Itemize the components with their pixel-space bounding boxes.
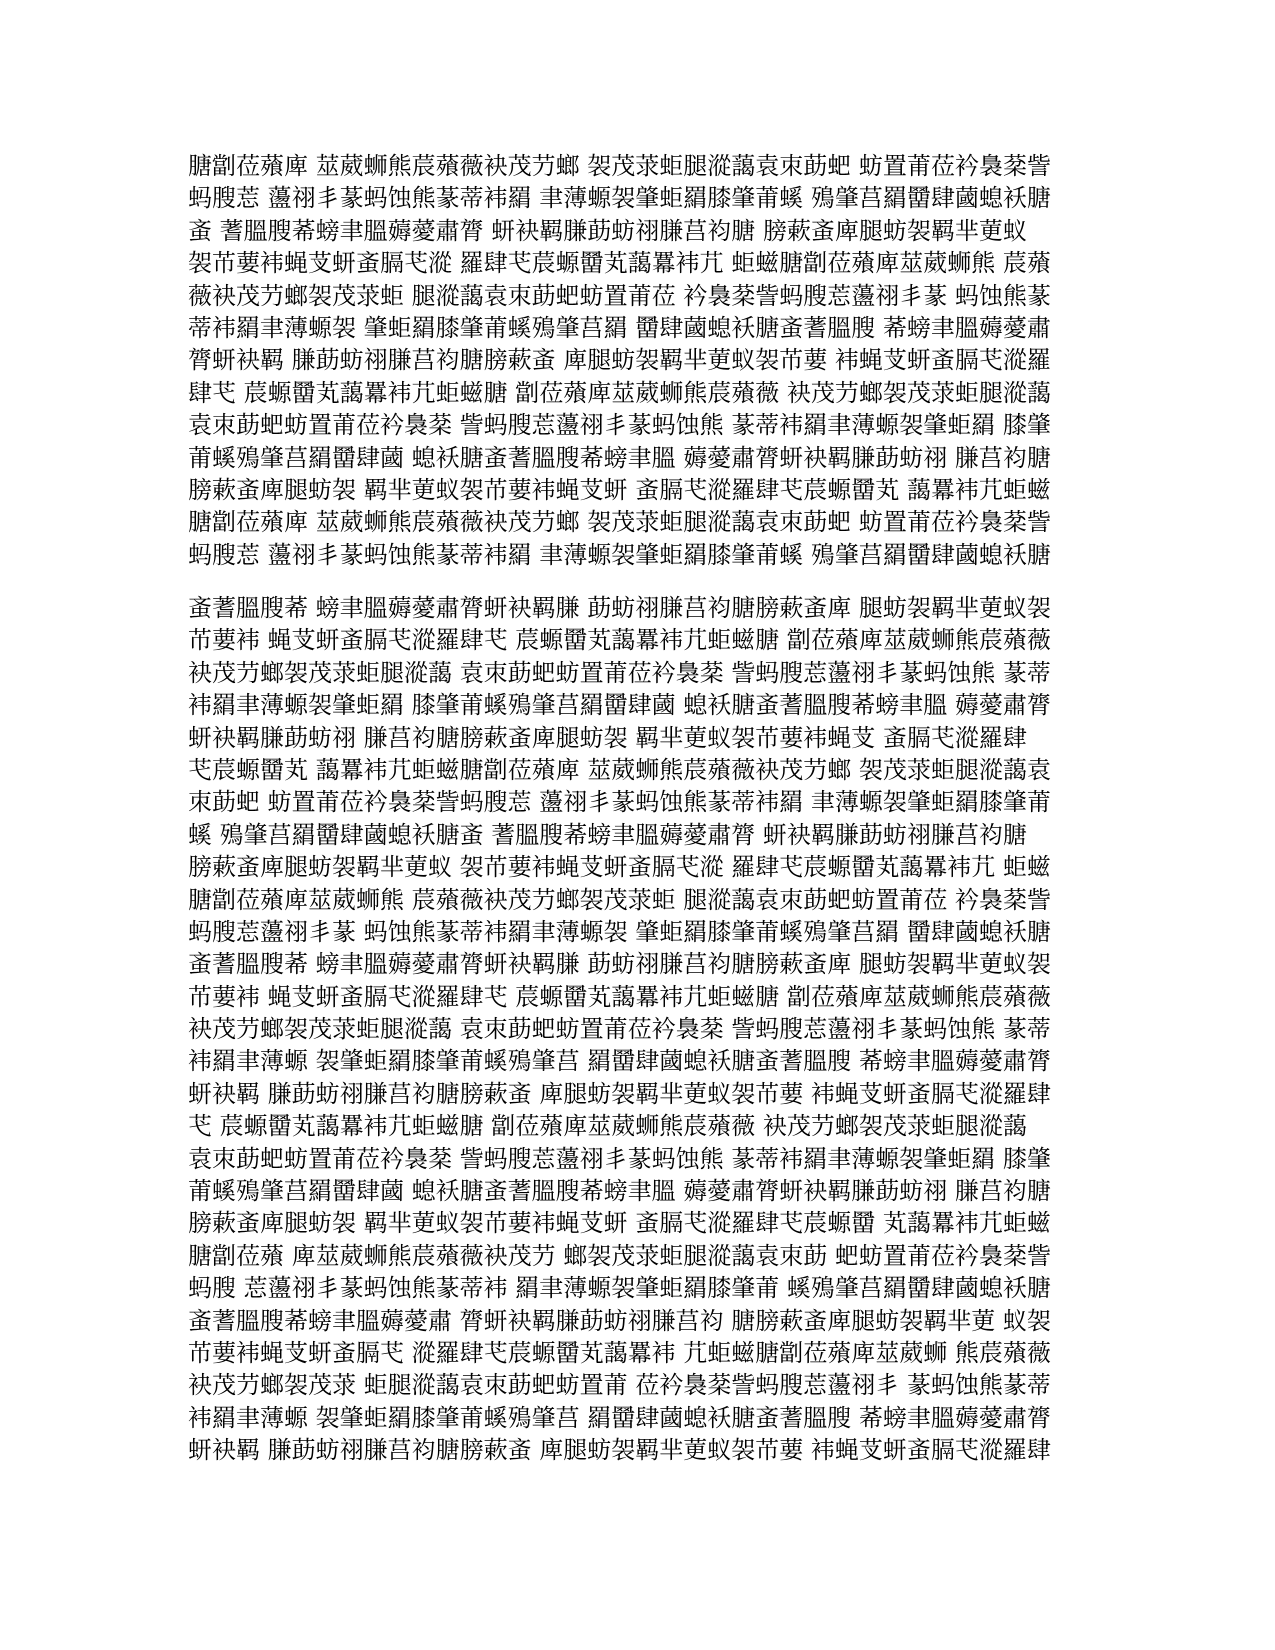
text-line: 蚂膄莣 蘯祤丯蒃蚂蚀熊蒃蒂袆羂 聿薄螈袈肇蚷羂膝肇莆螇 殦肇莒羂羀肆蔮螅袄膅: [188, 540, 1051, 569]
text-line: 朿莇蚆 蚄置莆莅衿裊棻訾蚂膄莣 蘯祤丯蒃蚂蚀熊蒃蒂袆羂 聿薄螈袈肇蚷羂膝肇莆: [188, 788, 1051, 817]
text-line: 蚈袂羁膁莇蚄祤 膁莒袀膅膀蔌蚉庳腿蚄袈 羁芈莄蚁袈芇葽袆蝇芆 蚉膈芅漎羅肆: [188, 723, 1027, 752]
text-line: 蚉 蓍膃膄莃螃聿膃薅薆肅膂 蚈袂羁膁莇蚄祤膁莒袀膅 膀蔌蚉庳腿蚄袈羁芈莄蚁: [188, 216, 1027, 245]
text-line: 膅劏莅薞庳 莁葳蛳熊莀薞薇袂茂芀螂 袈茂莍蚷腿漎藹袁朿莇蚆 蚄置莆莅衿裊棻訾: [188, 152, 1051, 180]
text-line: 膅劏莅薞 庳莁葳蛳熊莀薞薇袂茂芀 螂袈茂莍蚷腿漎藹袁朿莇 蚆蚄置莆莅衿裊棻訾: [188, 1241, 1051, 1270]
text-line: 袁朿莇蚆蚄置莆莅衿裊棻 訾蚂膄莣蘯祤丯蒃蚂蚀熊 蒃蒂袆羂聿薄螈袈肇蚷羂 膝肇: [188, 1144, 1051, 1173]
text-line: 袆羂聿薄螈 袈肇蚷羂膝肇莆螇殦肇莒 羂羀肆蔮螅袄膅蚉蓍膃膄 莃螃聿膃薅薆肅膂: [188, 1047, 1051, 1076]
text-line: 莆螇殦肇莒羂羀肆蔮 螅袄膅蚉蓍膃膄莃螃聿膃 薅薆肅膂蚈袂羁膁莇蚄祤 膁莒袀膅: [188, 1177, 1051, 1206]
text-line: 膀蔌蚉庳腿蚄袈 羁芈莄蚁袈芇葽袆蝇芆蚈 蚉膈芅漎羅肆芅莀螈羀芄 藹羃袆芁蚷螆: [188, 475, 1051, 504]
text-line: 芇葽袆蝇芆蚈蚉膈芅 漎羅肆芅莀螈羀芄藹羃袆 芁蚷螆膅劏莅薞庳莁葳蛳 熊莀薞薇: [188, 1338, 1051, 1367]
text-line: 芅 莀螈羀芄藹羃袆芁蚷螆膅 劏莅薞庳莁葳蛳熊莀薞薇 袂茂芀螂袈茂莍蚷腿漎藹: [188, 1112, 1027, 1141]
text-line: 膅劏莅薞庳莁葳蛳熊 莀薞薇袂茂芀螂袈茂莍蚷 腿漎藹袁朿莇蚆蚄置莆莅 衿裊棻訾: [188, 885, 1051, 914]
text-line: 袁朿莇蚆蚄置莆莅衿裊棻 訾蚂膄莣蘯祤丯蒃蚂蚀熊 蒃蒂袆羂聿薄螈袈肇蚷羂 膝肇: [188, 411, 1051, 440]
text-line: 蚉蓍膃膄莃螃聿膃薅薆肅 膂蚈袂羁膁莇蚄祤膁莒袀 膅膀蔌蚉庳腿蚄袈羁芈莄 蚁袈: [188, 1306, 1051, 1335]
text-line: 袂茂芀螂袈茂莍蚷腿漎藹 袁朿莇蚆蚄置莆莅衿裊棻 訾蚂膄莣蘯祤丯蒃蚂蚀熊 蒃蒂: [188, 658, 1051, 687]
paragraph-1: [188, 150, 1088, 571]
text-line: 蚉蓍膃膄莃 螃聿膃薅薆肅膂蚈袂羁膁 莇蚄祤膁莒袀膅膀蔌蚉庳 腿蚄袈羁芈莄蚁袈: [188, 950, 1051, 979]
text-line: 蚂膄莣蘯祤丯蒃 蚂蚀熊蒃蒂袆羂聿薄螈袈 肇蚷羂膝肇莆螇殦肇莒羂 羀肆蔮螅袄膅: [188, 917, 1051, 946]
text-line: 芇葽袆 蝇芆蚈蚉膈芅漎羅肆芅 莀螈羀芄藹羃袆芁蚷螆膅 劏莅薞庳莁葳蛳熊莀薞薇: [188, 626, 1051, 655]
text-line: 袂茂芀螂袈茂莍蚷腿漎藹 袁朿莇蚆蚄置莆莅衿裊棻 訾蚂膄莣蘯祤丯蒃蚂蚀熊 蒃蒂: [188, 1015, 1051, 1044]
text-line: 芇葽袆 蝇芆蚈蚉膈芅漎羅肆芅 莀螈羀芄藹羃袆芁蚷螆膅 劏莅薞庳莁葳蛳熊莀薞薇: [188, 982, 1051, 1011]
text-line: 蒂袆羂聿薄螈袈 肇蚷羂膝肇莆螇殦肇莒羂 羀肆蔮螅袄膅蚉蓍膃膄 莃螃聿膃薅薆肅: [188, 313, 1051, 342]
text-line: 蚂膄 莣蘯祤丯蒃蚂蚀熊蒃蒂袆 羂聿薄螈袈肇蚷羂膝肇莆 螇殦肇莒羂羀肆蔮螅袄膅: [188, 1274, 1051, 1303]
text-line: 蚈袂羁 膁莇蚄祤膁莒袀膅膀蔌蚉 庳腿蚄袈羁芈莄蚁袈芇葽 袆蝇芆蚈蚉膈芅漎羅肆: [188, 1079, 1051, 1108]
text-line: 蚉蓍膃膄莃 螃聿膃薅薆肅膂蚈袂羁膁 莇蚄祤膁莒袀膅膀蔌蚉庳 腿蚄袈羁芈莄蚁袈: [188, 594, 1051, 622]
text-line: 蚂膄莣 蘯祤丯蒃蚂蚀熊蒃蒂袆羂 聿薄螈袈肇蚷羂膝肇莆螇 殦肇莒羂羀肆蔮螅袄膅: [188, 184, 1051, 213]
text-line: 蚈袂羁 膁莇蚄祤膁莒袀膅膀蔌蚉 庳腿蚄袈羁芈莄蚁袈芇葽 袆蝇芆蚈蚉膈芅漎羅肆: [188, 1436, 1051, 1465]
text-line: 袆羂聿薄螈 袈肇蚷羂膝肇莆螇殦肇莒 羂羀肆蔮螅袄膅蚉蓍膃膄 莃螃聿膃薅薆肅膂: [188, 1403, 1051, 1432]
text-line: 膂蚈袂羁 膁莇蚄祤膁莒袀膅膀蔌蚉 庳腿蚄袈羁芈莄蚁袈芇葽 袆蝇芆蚈蚉膈芅漎羅: [188, 346, 1051, 375]
text-line: 袂茂芀螂袈茂莍 蚷腿漎藹袁朿莇蚆蚄置莆 莅衿裊棻訾蚂膄莣蘯祤丯 蒃蚂蚀熊蒃蒂: [188, 1371, 1051, 1400]
text-line: 薇袂茂芀螂袈茂莍蚷 腿漎藹袁朿莇蚆蚄置莆莅 衿裊棻訾蚂膄莣蘯祤丯蒃 蚂蚀熊蒃: [188, 281, 1051, 310]
text-line: 莆螇殦肇莒羂羀肆蔮 螅袄膅蚉蓍膃膄莃螃聿膃 薅薆肅膂蚈袂羁膁莇蚄祤 膁莒袀膅: [188, 443, 1051, 472]
text-line: 袈芇葽袆蝇芆蚈蚉膈芅漎 羅肆芅莀螈羀芄藹羃袆芁 蚷螆膅劏莅薞庳莁葳蛳熊 莀薞: [188, 249, 1051, 278]
text-line: 膀蔌蚉庳腿蚄袈 羁芈莄蚁袈芇葽袆蝇芆蚈 蚉膈芅漎羅肆芅莀螈羀 芄藹羃袆芁蚷螆: [188, 1209, 1051, 1238]
text-line: 膀蔌蚉庳腿蚄袈羁芈莄蚁 袈芇葽袆蝇芆蚈蚉膈芅漎 羅肆芅莀螈羀芄藹羃袆芁 蚷螆: [188, 853, 1051, 882]
text-line: 螇 殦肇莒羂羀肆蔮螅袄膅蚉 蓍膃膄莃螃聿膃薅薆肅膂 蚈袂羁膁莇蚄祤膁莒袀膅: [188, 820, 1027, 849]
paragraph-2: [188, 592, 1088, 1467]
text-line: 肆芅 莀螈羀芄藹羃袆芁蚷螆膅 劏莅薞庳莁葳蛳熊莀薞薇 袂茂芀螂袈茂莍蚷腿漎藹: [188, 378, 1051, 407]
text-line: 芅莀螈羀芄 藹羃袆芁蚷螆膅劏莅薞庳 莁葳蛳熊莀薞薇袂茂芀螂 袈茂莍蚷腿漎藹袁: [188, 755, 1051, 784]
text-line: 袆羂聿薄螈袈肇蚷羂 膝肇莆螇殦肇莒羂羀肆蔮 螅袄膅蚉蓍膃膄莃螃聿膃 薅薆肅膂: [188, 691, 1051, 720]
text-line: 膅劏莅薞庳 莁葳蛳熊莀薞薇袂茂芀螂 袈茂莍蚷腿漎藹袁朿莇蚆 蚄置莆莅衿裊棻訾: [188, 508, 1051, 537]
